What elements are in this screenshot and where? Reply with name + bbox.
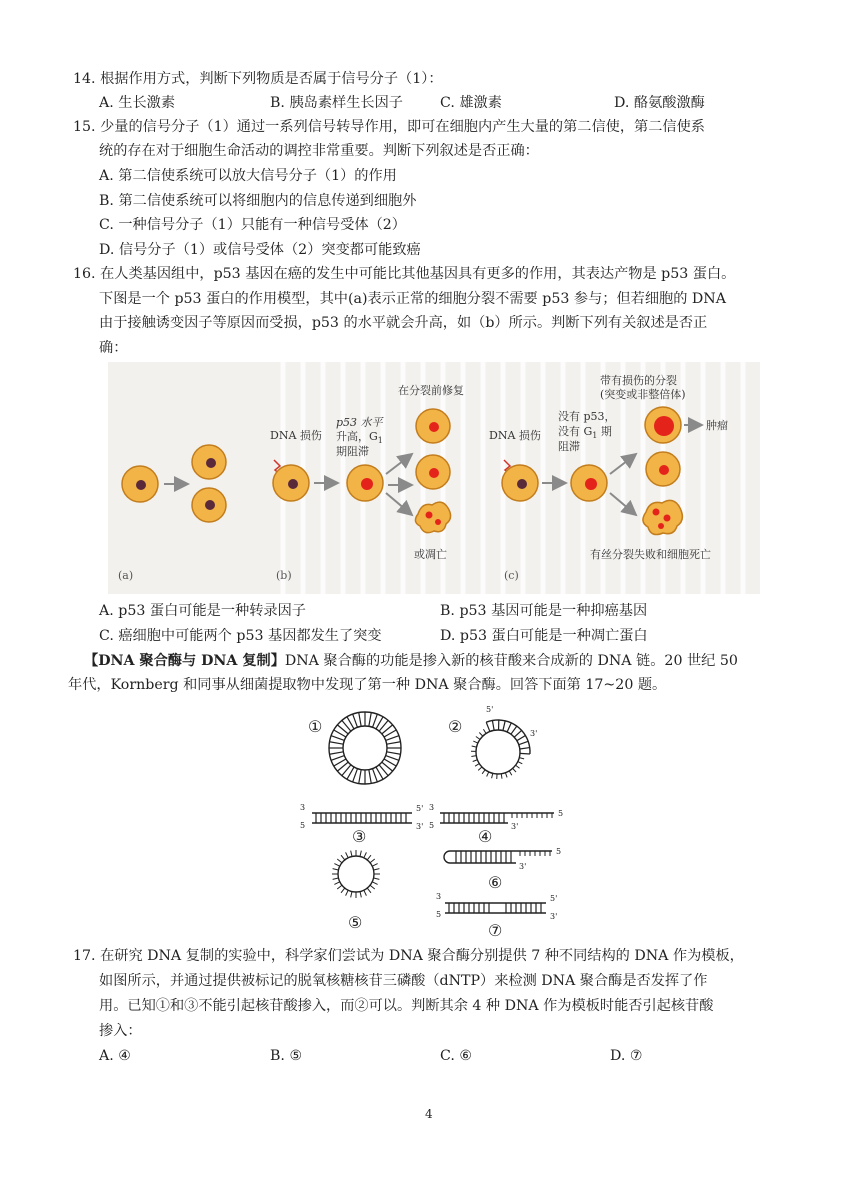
section-intro-line: 年代，Kornberg 和同事从细菌提取物中发现了第一种 DNA 聚合酶。回答下面第 17~20 题。 — [68, 677, 667, 693]
q15-option-c: C. 一种信号分子（1）只能有一种信号受体（2） — [99, 217, 406, 233]
dna-rung — [367, 888, 371, 893]
q16-stem-line: 确： — [99, 340, 128, 356]
tumor-label: 肿瘤 — [706, 419, 728, 432]
linear-dsdna-3 — [312, 813, 412, 823]
dna-rung — [334, 882, 339, 885]
dna-rung — [475, 764, 479, 767]
section-title: 【DNA 聚合酶与 DNA 复制】 — [84, 653, 285, 669]
gapped-dsdna-7 — [445, 903, 546, 913]
no-arrest-label: 阻滞 — [558, 440, 580, 453]
q17-option-a: A. ④ — [99, 1048, 131, 1064]
dna-rung — [346, 852, 349, 857]
dna-rung — [501, 774, 502, 779]
dna-rung — [370, 885, 375, 889]
q17-stem-line: 17. 在研究 DNA 复制的实验中，科学家们尝试为 DNA 聚合酶分别提供 7 种不同结构的 DNA 作为模板， — [73, 948, 744, 964]
dna-rung — [373, 769, 378, 782]
dna-rung — [341, 888, 345, 893]
q16-option-c: C. 癌细胞中可能两个 p53 基因都发生了突变 — [99, 628, 382, 644]
q14-option-d: D. 酪氨酸激酶 — [614, 95, 705, 111]
mutation-label: (突变或非整倍体) — [600, 388, 686, 401]
q17-stem-line: 用。已知①和③不能引起核苷酸掺入，而②可以。判断其余 4 种 DNA 作为模板时能否引起核苷酸 — [99, 998, 714, 1014]
dna-rung — [364, 852, 367, 857]
dna-rung — [492, 773, 493, 778]
template-label-2: ② — [448, 717, 463, 736]
dna-rung — [353, 714, 358, 727]
dna-rung — [486, 722, 490, 731]
dna-rung — [331, 756, 344, 761]
template-label-7: ⑦ — [488, 921, 503, 940]
end-label: 3' — [530, 729, 538, 738]
q17-option-c: C. ⑥ — [440, 1048, 473, 1064]
dna-rung — [471, 756, 476, 757]
dna-rung — [483, 729, 486, 733]
template-label-6: ⑥ — [488, 873, 503, 892]
dna-rung — [351, 892, 352, 898]
end-label: 5 — [558, 809, 564, 818]
dna-rung — [511, 726, 517, 734]
q17-stem-line: 如图所示，并通过提供被标记的脱氧核糖核苷三磷酸（dNTP）来检测 DNA 聚合酶是否发挥了作 — [99, 973, 708, 989]
end-label: 5' — [486, 705, 494, 714]
dna-rung — [514, 730, 521, 737]
circular-ssdna-5 — [332, 850, 380, 898]
dna-rung — [487, 772, 489, 777]
end-label: 3' — [550, 912, 558, 921]
end-label: 5 — [300, 821, 306, 830]
panel-b-label: (b) — [276, 569, 292, 582]
dna-rung — [519, 741, 528, 744]
dna-rung — [513, 768, 516, 772]
damaged-division-label: 带有损伤的分裂 — [600, 374, 677, 387]
q14-option-b: B. 胰岛素样生长因子 — [270, 95, 403, 111]
dna-rung — [476, 737, 480, 740]
circular-primed-2 — [471, 720, 530, 779]
no-p53-label: 没有 p53， — [558, 410, 616, 423]
q16-option-b: B. p53 基因可能是一种抑癌基因 — [440, 603, 648, 619]
q17-option-b: B. ⑤ — [270, 1048, 303, 1064]
p53-rise-label: 升高，$G_1$ — [336, 430, 383, 445]
dna-rung — [372, 864, 377, 867]
dna-rung — [492, 720, 494, 730]
dna-rung — [473, 741, 478, 743]
page-number: 4 — [425, 1107, 433, 1121]
dna-rung — [333, 878, 339, 879]
q17-stem-line: 掺入： — [99, 1023, 142, 1039]
dna-rung — [337, 859, 342, 863]
template-label-5: ⑤ — [348, 913, 363, 932]
template-label-1: ① — [308, 717, 323, 736]
section-text: DNA 聚合酶的功能是掺入新的核苷酸来合成新的 DNA 链。20 世纪 50 — [284, 653, 738, 669]
q16-stem-line: 由于接触诱变因子等原因而受损，p53 的水平就会升高，如（b）所示。判断下列有关叙述是否正 — [99, 315, 708, 331]
end-label: 3 — [436, 892, 442, 901]
dna-rung — [386, 756, 399, 761]
dna-rung — [479, 733, 482, 737]
dna-rung — [386, 736, 399, 741]
dna-rung — [359, 770, 361, 784]
end-label: 5 — [436, 910, 442, 919]
section-intro-line — [84, 651, 738, 671]
dna-rung — [351, 851, 352, 857]
dna-rung — [360, 851, 361, 857]
dna-rung — [503, 721, 505, 731]
dna-templates-figure — [290, 700, 580, 940]
end-label: 5 — [556, 847, 562, 856]
dna-rung — [369, 713, 371, 727]
end-label: 5 — [429, 821, 435, 830]
end-label: 3' — [416, 822, 424, 831]
end-label: 3 — [429, 803, 435, 812]
dna-rung — [330, 742, 344, 744]
dna-rung — [517, 736, 526, 741]
dna-rung — [373, 714, 378, 727]
p53-level-label: p53 水平 — [336, 416, 383, 429]
dna-rung — [507, 723, 511, 732]
g1-arrest-label: 期阻滞 — [336, 445, 369, 458]
dna-rung — [374, 869, 380, 870]
linear-primed-4 — [440, 813, 554, 823]
panel-a-label: (a) — [118, 569, 134, 582]
dna-rung — [519, 758, 524, 759]
panel-c-label: (c) — [504, 569, 519, 582]
dna-rung — [482, 770, 485, 774]
dna-damage-label: DNA 损伤 — [489, 429, 541, 442]
q15-stem-line: 15. 少量的信号分子（1）通过一系列信号转导作用，即可在细胞内产生大量的第二信使，第二信使系 — [73, 119, 705, 135]
dna-rung — [478, 767, 482, 770]
dna-rung — [372, 882, 377, 885]
q16-option-a: A. p53 蛋白可能是一种转录因子 — [99, 603, 306, 619]
q16-option-d: D. p53 蛋白可能是一种凋亡蛋白 — [440, 628, 648, 644]
end-label: 3' — [511, 822, 519, 831]
end-label: 5' — [550, 894, 558, 903]
dna-rung — [331, 736, 344, 741]
q17-option-d: D. ⑦ — [610, 1048, 643, 1064]
dna-rung — [369, 770, 371, 784]
q15-stem-line: 统的存在对于细胞生命活动的调控非常重要。判断下列叙述是否正确： — [99, 143, 539, 159]
p53-model-figure — [108, 362, 760, 594]
end-label: 3 — [300, 803, 306, 812]
dna-rung — [387, 742, 401, 744]
dna-rung — [330, 752, 344, 754]
dna-rung — [334, 864, 339, 867]
q15-option-d: D. 信号分子（1）或信号受体（2）突变都可能致癌 — [99, 242, 421, 258]
end-label: 3' — [519, 862, 527, 871]
dna-rung — [367, 855, 371, 860]
q15-option-a: A. 第二信使系统可以放大信号分子（1）的作用 — [99, 168, 397, 184]
dna-rung — [473, 760, 478, 762]
hairpin-6 — [444, 851, 552, 863]
dna-rung — [337, 885, 342, 889]
q16-stem-line: 下图是一个 p53 蛋白的作用模型，其中(a)表示正常的细胞分裂不需要 p53 参与；但若细胞的 DNA — [99, 291, 726, 307]
dna-rung — [370, 859, 375, 863]
template-label-3: ③ — [352, 827, 367, 846]
end-label: 5' — [416, 804, 424, 813]
dna-rung — [333, 869, 339, 870]
dna-rung — [360, 892, 361, 898]
dna-rung — [374, 878, 380, 879]
repair-label: 在分裂前修复 — [398, 384, 464, 397]
no-g1-label: 没有 $G_1$ 期 — [558, 425, 612, 440]
circular-dsdna-1 — [329, 712, 401, 784]
q14-option-a: A. 生长激素 — [99, 95, 176, 111]
q14-stem: 14. 根据作用方式，判断下列物质是否属于信号分子（1）： — [73, 71, 443, 87]
dna-rung — [364, 890, 367, 895]
dna-rung — [509, 771, 512, 775]
dna-rung — [341, 855, 345, 860]
dna-rung — [520, 748, 530, 749]
q14-option-c: C. 雄激素 — [440, 95, 502, 111]
q16-stem-line: 16. 在人类基因组中，p53 基因在癌的发生中可能比其他基因具有更多的作用，其表达产物是 p53 蛋白。 — [73, 266, 736, 282]
apoptosis-label: 或凋亡 — [414, 548, 447, 561]
dna-rung — [518, 762, 522, 764]
mitosis-failure-label: 有丝分裂失败和细胞死亡 — [590, 548, 711, 561]
template-label-4: ④ — [478, 827, 493, 846]
dna-rung — [472, 746, 477, 747]
dna-damage-label: DNA 损伤 — [270, 429, 322, 442]
dna-rung — [387, 752, 401, 754]
dna-rung — [516, 765, 520, 768]
dna-rung — [505, 773, 507, 778]
dna-rung — [353, 769, 358, 782]
dna-rung — [520, 753, 530, 754]
dna-rung — [346, 890, 349, 895]
q15-option-b: B. 第二信使系统可以将细胞内的信息传递到细胞外 — [99, 193, 417, 209]
dna-rung — [359, 713, 361, 727]
